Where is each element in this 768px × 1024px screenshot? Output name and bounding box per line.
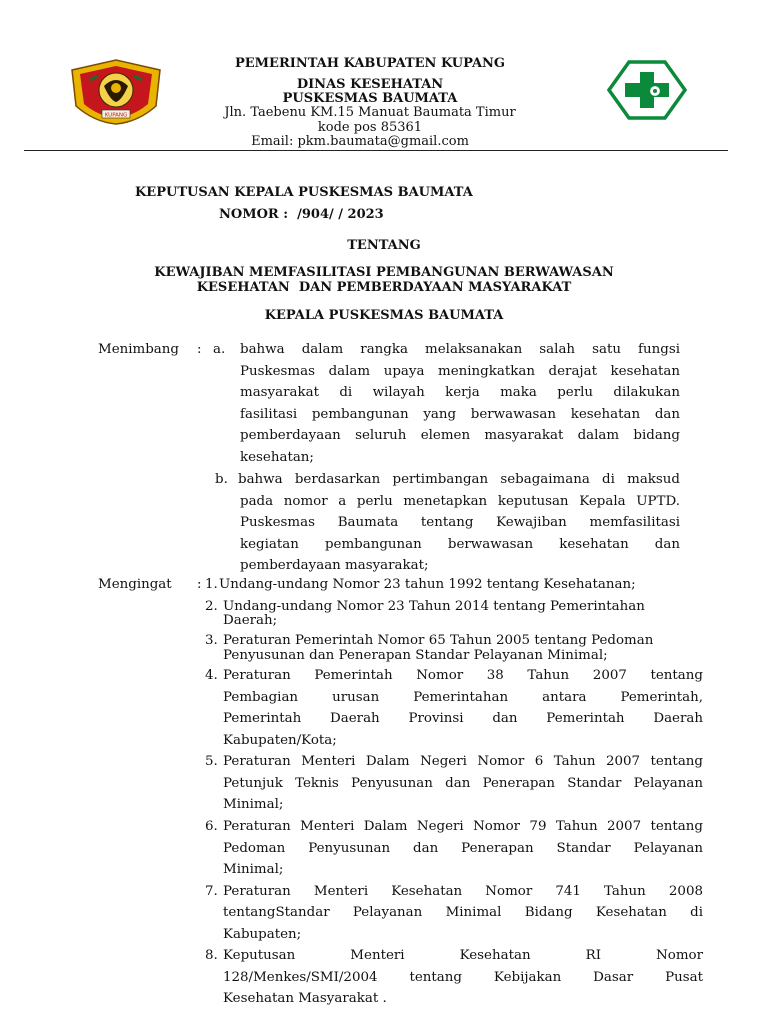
address: Jln. Taebenu KM.15 Manuat Baumata Timur <box>224 105 516 120</box>
menimbang-b-line: Puskesmas Baumata tentang Kewajiban memfasilitasi <box>240 515 680 530</box>
mengingat-item-number: 5. <box>205 754 218 769</box>
puskesmas-logo <box>607 60 687 120</box>
mengingat-item-line: Pemerintah Daerah Provinsi dan Pemerintah Daerah <box>223 711 703 726</box>
mengingat-item-line: Peraturan Menteri Dalam Negeri Nomor 6 Tahun 2007 tentang <box>223 754 703 769</box>
mengingat-item-line: Pembagian urusan Pemerintahan antara Pemerintah, <box>223 690 703 705</box>
mengingat-item-line: Pedoman Penyusunan dan Penerapan Standar Pelayanan <box>223 841 703 856</box>
menimbang-a-line: pemberdayaan seluruh elemen masyarakat dalam bidang <box>240 428 680 443</box>
letterhead-rule <box>24 150 728 151</box>
mengingat-item-line: Minimal; <box>223 797 284 812</box>
mengingat-item-line: Peraturan Menteri Dalam Negeri Nomor 79 Tahun 2007 tentang <box>223 819 703 834</box>
about-heading: TENTANG <box>347 238 421 253</box>
menimbang-a-line: kesehatan; <box>240 450 314 465</box>
department-name: DINAS KESEHATAN <box>296 77 444 92</box>
mengingat-item-line: 128/Menkes/SMI/2004 tentang Kebijakan Dasar Pusat <box>223 970 703 985</box>
subject-line-2: KESEHATAN DAN PEMBERDAYAAN MASYARAKAT <box>196 280 572 295</box>
mengingat-item-line: Penyusunan dan Penerapan Standar Pelayanan Minimal; <box>223 648 608 663</box>
decree-number: NOMOR : /904/ / 2023 <box>219 207 384 222</box>
mengingat-item-line: Peraturan Menteri Kesehatan Nomor 741 Tahun 2008 <box>223 884 703 899</box>
puskesmas-name: PUSKESMAS BAUMATA <box>282 91 458 106</box>
mengingat-item-line: Daerah; <box>223 613 278 628</box>
decree-title: KEPUTUSAN KEPALA PUSKESMAS BAUMATA <box>135 185 473 200</box>
menimbang-b-line: pada nomor a perlu menetapkan keputusan Kepala UPTD. <box>240 494 680 509</box>
postal-code: kode pos 85361 <box>317 120 423 135</box>
menimbang-a-line: fasilitasi pembangunan yang berwawasan kesehatan dan <box>240 407 680 422</box>
mengingat-item-number: 6. <box>205 819 218 834</box>
mengingat-item-number: 7. <box>205 884 218 899</box>
menimbang-a-marker: a. <box>213 342 226 357</box>
mengingat-item-line: Undang-undang Nomor 23 tahun 1992 tentang Kesehatanan; <box>219 577 636 592</box>
mengingat-item-number: 1. <box>205 577 218 592</box>
mengingat-item-line: Kesehatan Masyarakat . <box>223 991 387 1006</box>
menimbang-a-line: masyarakat di wilayah kerja maka perlu dilakukan <box>240 385 680 400</box>
mengingat-item-line: Undang-undang Nomor 23 Tahun 2014 tentang Pemerintahan <box>223 599 645 614</box>
seal-text: KUPANG <box>104 112 128 119</box>
menimbang-colon: : <box>197 342 202 357</box>
mengingat-colon: : <box>197 577 202 592</box>
mengingat-item-line: Keputusan Menteri Kesehatan RI Nomor <box>223 948 703 963</box>
subject-line-1: KEWAJIBAN MEMFASILITASI PEMBANGUNAN BERWAWASAN <box>154 265 614 280</box>
menimbang-b-marker: b. <box>215 472 228 487</box>
mengingat-item-line: Peraturan Pemerintah Nomor 38 Tahun 2007 tentang <box>223 668 703 683</box>
mengingat-item-line: tentangStandar Pelayanan Minimal Bidang Kesehatan di <box>223 905 703 920</box>
signatory-heading: KEPALA PUSKESMAS BAUMATA <box>264 308 504 323</box>
menimbang-a-line: bahwa dalam rangka melaksanakan salah satu fungsi <box>240 342 680 357</box>
menimbang-b-line: bahwa berdasarkan pertimbangan sebagaimana di maksud <box>238 472 680 487</box>
mengingat-item-line: Minimal; <box>223 862 284 877</box>
mengingat-item-line: Peraturan Pemerintah Nomor 65 Tahun 2005 tentang Pedoman <box>223 633 654 648</box>
menimbang-a-line: Puskesmas dalam upaya meningkatkan derajat kesehatan <box>240 364 680 379</box>
menimbang-b-line: pemberdayaan masyarakat; <box>240 558 429 573</box>
menimbang-label: Menimbang <box>98 342 179 357</box>
mengingat-item-number: 4. <box>205 668 218 683</box>
government-name: PEMERINTAH KABUPATEN KUPANG <box>234 56 506 71</box>
email: Email: pkm.baumata@gmail.com <box>251 134 469 149</box>
mengingat-item-line: Kabupaten/Kota; <box>223 733 337 748</box>
menimbang-b-line: kegiatan pembangunan berwawasan kesehatan dan <box>240 537 680 552</box>
mengingat-item-number: 2. <box>205 599 218 614</box>
mengingat-item-number: 8. <box>205 948 218 963</box>
mengingat-item-number: 3. <box>205 633 218 648</box>
mengingat-item-line: Petunjuk Teknis Penyusunan dan Penerapan Standar Pelayanan <box>223 776 703 791</box>
mengingat-label: Mengingat <box>98 577 172 592</box>
mengingat-item-line: Kabupaten; <box>223 927 302 942</box>
